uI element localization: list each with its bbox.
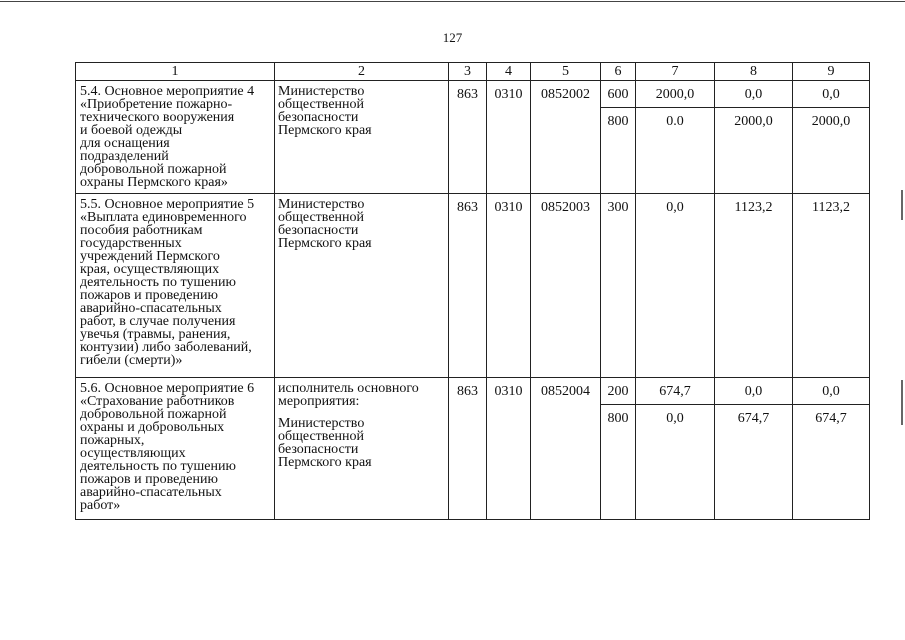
executor-cell [275,194,449,378]
value: 0,0 [666,411,684,426]
vr-code: 300 [607,200,629,215]
vr-code: 200 [607,384,629,399]
scan-edge-mark [901,190,903,220]
table-row [76,378,870,405]
value-col-7 [636,405,715,520]
value-col-7 [636,194,715,378]
header-col-2: 2 [275,63,449,81]
target-cell [531,378,601,520]
grbs-cell [449,378,487,520]
table-row [76,81,870,108]
value: 1123,2 [812,200,850,215]
value: 2000,0 [734,114,773,129]
section-code: 0310 [494,87,523,102]
value: 1123,2 [734,200,773,215]
measure-name-cell [76,194,275,378]
grbs-code: 863 [457,384,478,399]
value-col-8 [715,81,793,108]
measure-name: 5.5. Основное мероприятие 5 «Выплата единовременного пособия работникам государственных учреждений Пермского края, осуществляющих деятельность по тушению пожаров и проведению аварийно-спасательных работ, в случае получения увечья (травмы, ранения, контузии) либо заболеваний, гибели (смерти)» [80,197,255,368]
value: 0,0 [666,200,684,215]
header-col-6: 6 [601,63,636,81]
measure-name: 5.4. Основное мероприятие 4 «Приобретение пожарно- технического вооружения и боевой одежды для оснащения подразделений добровольной пожарной охраны Пермского края» [80,84,255,190]
value-col-8 [715,378,793,405]
target-cell [531,81,601,194]
value: 2000,0 [811,114,851,129]
value: 0,0 [822,87,840,102]
vr-cell [601,108,636,194]
header-col-7: 7 [636,63,715,81]
value-col-7 [636,108,715,194]
vr-cell [601,81,636,108]
vr-cell [601,405,636,520]
value-col-9 [793,81,870,108]
vr-code: 800 [607,411,629,426]
value-col-8 [715,405,793,520]
value-col-9 [793,378,870,405]
page-top-rule [0,1,905,2]
section-code: 0310 [494,384,523,399]
executor-note: исполнитель основного мероприятия: [278,381,419,409]
table-row [76,194,870,378]
header-col-9: 9 [793,63,870,81]
vr-cell [601,378,636,405]
value-col-8 [715,108,793,194]
target-code: 0852002 [541,87,590,102]
value: 0,0 [744,384,763,399]
value: 0,0 [744,87,763,102]
vr-cell [601,194,636,378]
value-col-7 [636,378,715,405]
header-col-3: 3 [449,63,487,81]
section-cell [487,194,531,378]
value: 0,0 [822,384,840,399]
header-col-1: 1 [76,63,275,81]
value: 2000,0 [655,87,695,102]
budget-table [75,62,870,520]
header-col-4: 4 [487,63,531,81]
measure-name-cell [76,81,275,194]
grbs-cell [449,81,487,194]
executor-name: Министерство общественной безопасности Пермского края [278,197,372,251]
grbs-cell [449,194,487,378]
executor-cell [275,81,449,194]
value-col-9 [793,405,870,520]
target-code: 0852003 [541,200,590,215]
value-col-9 [793,194,870,378]
header-row [76,63,870,81]
value: 674,7 [737,411,770,426]
page-number: 127 [442,30,463,45]
executor-cell [275,378,449,520]
vr-code: 600 [607,87,629,102]
value: 674,7 [815,411,847,426]
scan-edge-mark [901,380,903,425]
value: 674,7 [659,384,691,399]
header-col-8: 8 [715,63,793,81]
value: 0.0 [666,114,684,129]
executor-name: Министерство общественной безопасности Пермского края [278,84,372,138]
target-cell [531,194,601,378]
measure-name: 5.6. Основное мероприятие 6 «Страхование работников добровольной пожарной охраны и добровольных пожарных, осуществляющих деятельность по тушению пожаров и проведению аварийно-спасательных работ» [80,381,255,513]
executor-name: Министерство общественной безопасности Пермского края [278,416,372,470]
section-code: 0310 [494,200,523,215]
header-col-5: 5 [531,63,601,81]
measure-name-cell [76,378,275,520]
section-cell [487,81,531,194]
value-col-7 [636,81,715,108]
value-col-8 [715,194,793,378]
vr-code: 800 [607,114,629,129]
section-cell [487,378,531,520]
value-col-9 [793,108,870,194]
grbs-code: 863 [457,200,478,215]
target-code: 0852004 [541,384,590,399]
grbs-code: 863 [457,87,478,102]
